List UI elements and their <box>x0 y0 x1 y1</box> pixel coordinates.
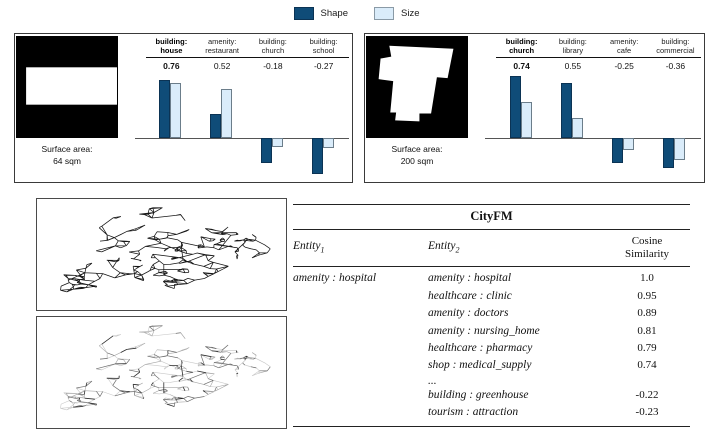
size-color-swatch <box>374 7 394 20</box>
entity1-cell <box>293 375 428 387</box>
entity2-cell: healthcare : clinic <box>428 289 512 302</box>
cosine-similarity-column-header: Cosine Similarity <box>625 235 669 260</box>
size-bar <box>572 118 583 138</box>
similarity-value-label: -0.25 <box>614 61 634 71</box>
legend-label-shape: Shape <box>320 8 348 19</box>
similarity-value-label: -0.36 <box>665 61 686 71</box>
entity2-cell: healthcare : pharmacy <box>428 341 533 354</box>
bar-group <box>248 73 299 178</box>
similarity-cell: 1.0 <box>640 272 654 285</box>
category-label: building: library <box>558 37 587 55</box>
entity1-cell <box>293 357 428 374</box>
road-network-svg-dark <box>37 199 286 310</box>
road-network-map-dark <box>36 198 287 311</box>
category-label: building: commercial <box>656 37 695 55</box>
table-bottom-rule <box>293 426 690 427</box>
similarity-cell: 0.74 <box>637 359 657 372</box>
size-bar <box>170 83 181 138</box>
shape-bar <box>261 138 272 163</box>
bar-chart-house <box>146 37 349 180</box>
legend-item-size <box>374 7 419 20</box>
similarity-value-label: -0.27 <box>313 61 334 71</box>
table-body <box>293 267 690 425</box>
table-row <box>293 323 690 340</box>
entity2-cell: amenity : hospital <box>428 272 512 285</box>
similarity-value-label: 0.52 <box>213 61 231 71</box>
header-rule <box>496 57 701 58</box>
bar-group <box>146 73 197 178</box>
shape-bar <box>159 80 170 138</box>
category-label: amenity: cafe <box>609 37 639 55</box>
entity2-cell: amenity : doctors <box>428 307 509 320</box>
table-row <box>293 270 690 287</box>
category-row <box>146 37 349 55</box>
similarity-cell: 0.95 <box>637 289 657 302</box>
entity1-column-header: Entity$_1$ <box>293 240 325 255</box>
size-bar <box>221 89 232 138</box>
entity1-cell <box>293 340 428 357</box>
similarity-cell: 0.81 <box>637 324 657 337</box>
similarity-cell: 0.89 <box>637 307 657 320</box>
bar-group <box>197 73 248 178</box>
road-network-map-light <box>36 316 287 429</box>
entity2-cell: amenity : nursing_home <box>428 324 540 337</box>
table-row <box>293 375 690 387</box>
similarity-value-label: 0.74 <box>513 61 530 71</box>
entity1-cell: amenity : hospital <box>293 272 377 285</box>
entity2-cell: ... <box>428 374 437 387</box>
road-segments <box>68 326 270 408</box>
shape-bar <box>612 138 623 163</box>
category-label: building: church <box>505 37 538 55</box>
similarity-cell <box>604 375 690 387</box>
size-bar <box>272 138 283 147</box>
shape-bar <box>663 138 674 168</box>
value-row <box>146 61 349 71</box>
table-header <box>293 230 690 266</box>
category-label: building: house <box>155 37 188 55</box>
table-row <box>293 305 690 322</box>
entity2-cell: shop : medical_supply <box>428 359 532 372</box>
similarity-cell: -0.22 <box>635 388 659 401</box>
entity2-cell: building : greenhouse <box>428 388 529 401</box>
similarity-cell: 0.79 <box>637 341 657 354</box>
entity1-cell <box>293 288 428 305</box>
size-bar <box>323 138 334 148</box>
footprint-box-house <box>16 36 118 138</box>
entity1-cell <box>293 305 428 322</box>
road-network-svg-light <box>37 317 286 428</box>
chart-legend <box>0 7 713 20</box>
church-footprint-image <box>366 36 468 138</box>
road-segments <box>61 326 271 410</box>
table-row <box>293 340 690 357</box>
bars-area <box>496 73 701 178</box>
bar-group <box>547 73 598 178</box>
bar-group <box>298 73 349 178</box>
size-bar <box>674 138 685 160</box>
table-row <box>293 404 690 421</box>
bar-group <box>599 73 650 178</box>
shape-color-swatch <box>294 7 314 20</box>
table-row <box>293 288 690 305</box>
bars-area <box>146 73 349 178</box>
footprint-box-church <box>366 36 468 138</box>
bar-group <box>650 73 701 178</box>
surface-area-label-house <box>16 144 118 168</box>
header-rule <box>146 57 349 58</box>
panel-house <box>14 33 353 183</box>
panel-church <box>364 33 705 183</box>
similarity-cell: -0.23 <box>635 406 659 419</box>
shape-bar <box>210 114 221 138</box>
surface-area-line1: Surface area: <box>391 144 443 154</box>
similarity-value-label: -0.18 <box>263 61 283 71</box>
legend-label-size: Size <box>401 8 420 19</box>
entity2-cell: tourism : attraction <box>428 406 519 419</box>
church-footprint-shape <box>379 46 454 122</box>
road-segments <box>61 208 271 292</box>
similarity-value-label: 0.76 <box>163 61 180 71</box>
surface-area-label-church <box>366 144 468 168</box>
house-footprint-image <box>16 36 118 138</box>
bar-group <box>496 73 547 178</box>
entity1-cell <box>293 323 428 340</box>
value-row <box>496 61 701 71</box>
category-label: building: church <box>258 37 287 55</box>
bar-chart-church <box>496 37 701 180</box>
surface-area-line2: 64 sqm <box>53 155 81 166</box>
similarity-value-label: 0.55 <box>564 61 582 71</box>
category-row <box>496 37 701 55</box>
shape-bar <box>561 83 572 138</box>
shape-bar <box>312 138 323 174</box>
size-bar <box>623 138 634 150</box>
table-title: CityFM <box>470 209 513 223</box>
category-label: amenity: restaurant <box>205 37 240 55</box>
shape-bar <box>510 76 521 138</box>
entity2-column-header: Entity$_2$ <box>428 240 460 255</box>
entity1-cell <box>293 404 428 421</box>
entity1-cell <box>293 387 428 404</box>
cityfm-table <box>293 204 690 427</box>
table-row <box>293 387 690 404</box>
surface-area-line1: Surface area: <box>41 144 93 154</box>
category-label: building: school <box>309 37 338 55</box>
house-footprint-shape <box>26 67 117 104</box>
surface-area-line2: 200 sqm <box>400 155 434 166</box>
table-row <box>293 357 690 374</box>
size-bar <box>521 102 532 139</box>
legend-item-shape <box>294 7 348 20</box>
